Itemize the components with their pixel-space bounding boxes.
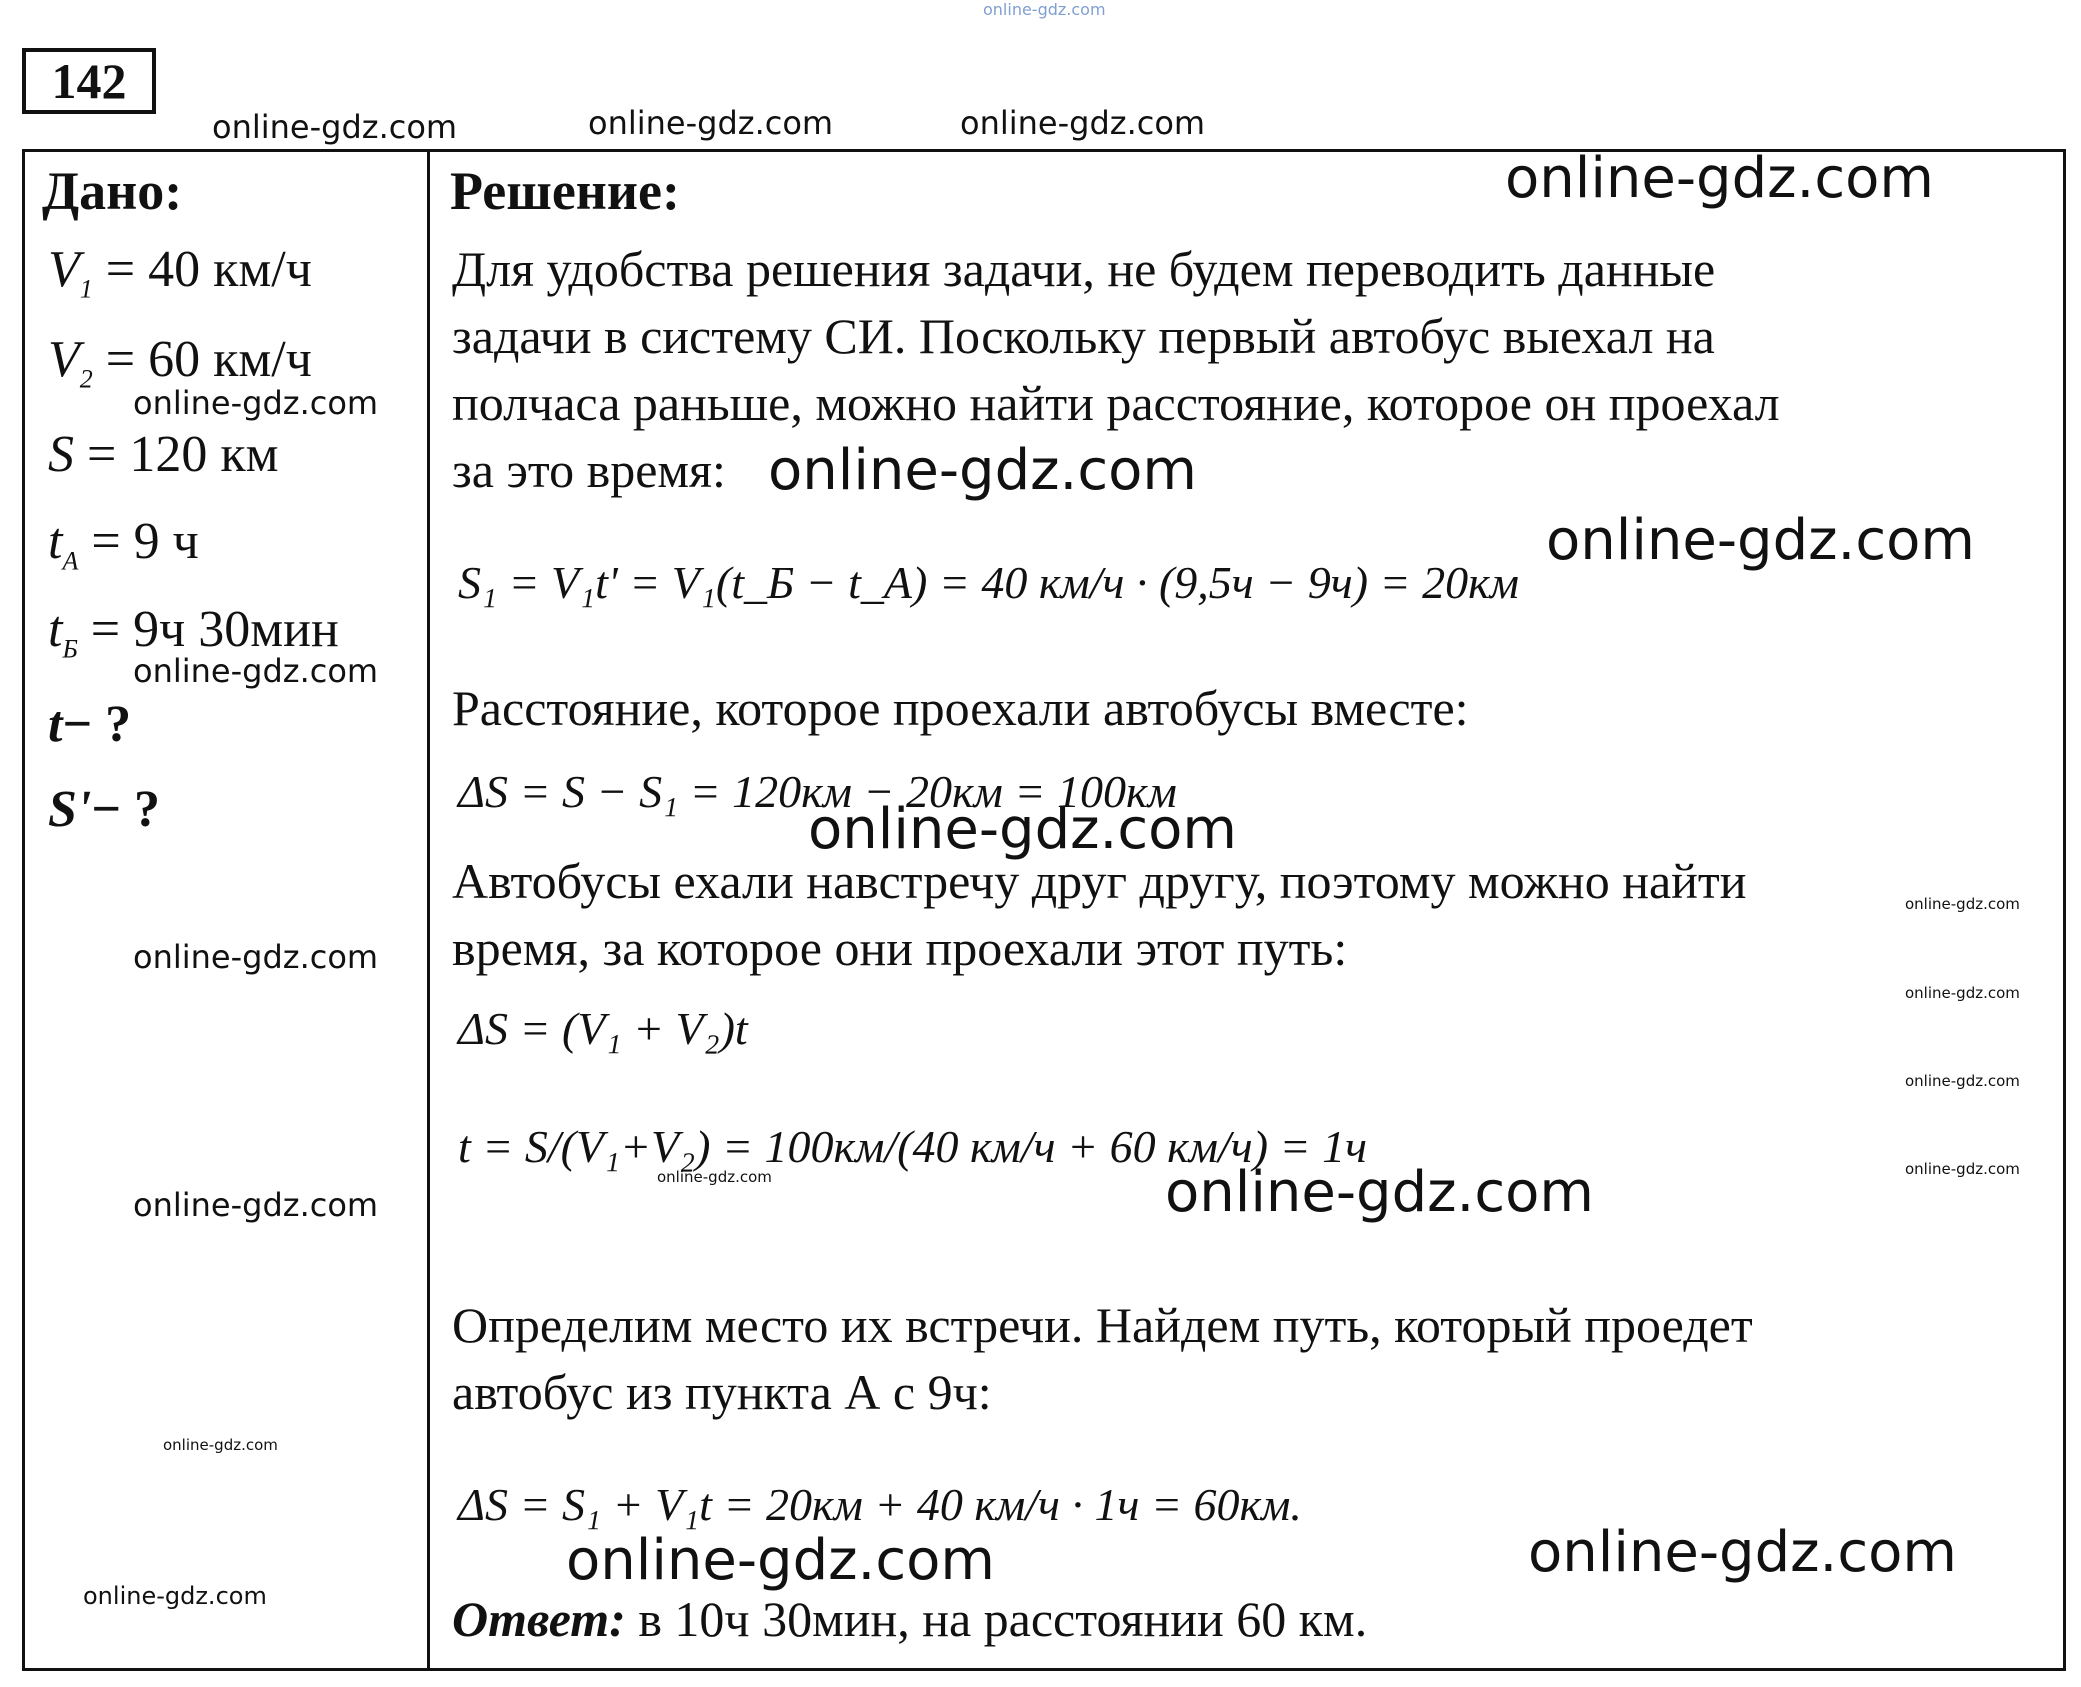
watermark: online-gdz.com (1165, 1160, 1594, 1225)
paragraph: Для удобства решения задачи, не будем переводить данные задачи в систему СИ. Поскольку первый автобус выехал на полчаса раньше, можно найти расстояние, которое он проехал за это время: (452, 241, 1780, 498)
given-item: $V_1 = 40$ км/ч (48, 241, 312, 304)
equation: ΔS = (V₁ + V₂)t (458, 1003, 748, 1054)
equation: t = S/(V₁+V₂) = 100км/(40 км/ч + 60 км/ч) = 1ч (458, 1121, 1368, 1172)
watermark: online-gdz.com (133, 384, 379, 422)
paragraph: Определим место их встречи. Найдем путь, который проедет автобус из пункта А с 9ч: (452, 1297, 1753, 1420)
watermark: online-gdz.com (983, 0, 1106, 19)
watermark: online-gdz.com (163, 1436, 278, 1454)
watermark: online-gdz.com (1905, 1160, 2020, 1178)
watermark: online-gdz.com (566, 1528, 995, 1593)
solution-title: Решение: (450, 161, 680, 221)
watermark: online-gdz.com (1905, 1072, 2020, 1090)
watermark: online-gdz.com (960, 104, 1206, 142)
watermark: online-gdz.com (1905, 984, 2020, 1002)
watermark: online-gdz.com (1528, 1520, 1957, 1585)
watermark: online-gdz.com (83, 1582, 267, 1610)
given-item: S'− ? (48, 781, 161, 838)
answer (452, 1590, 1367, 1648)
watermark: online-gdz.com (808, 797, 1237, 862)
given-item: $V_2 = 60$ км/ч (48, 331, 312, 394)
problem-number: 142 (22, 48, 156, 114)
given-item: t− ? (48, 696, 132, 753)
watermark: online-gdz.com (133, 1186, 379, 1224)
answer-label: Ответ: (452, 1591, 626, 1647)
watermark: online-gdz.com (1905, 895, 2020, 913)
given-title: Дано: (42, 161, 183, 221)
watermark: online-gdz.com (133, 652, 379, 690)
watermark: online-gdz.com (768, 438, 1197, 503)
watermark: online-gdz.com (1546, 508, 1975, 573)
answer-text: в 10ч 30мин, на расстоянии 60 км. (625, 1591, 1368, 1647)
column-divider (427, 149, 430, 1671)
equation: ΔS = S₁ + V₁t = 20км + 40 км/ч · 1ч = 60км. (458, 1479, 1302, 1530)
watermark: online-gdz.com (588, 104, 834, 142)
watermark: online-gdz.com (1505, 146, 1934, 211)
given-item: $t_Б = 9ч$ 30мин (48, 601, 339, 664)
equation: ΔS = S − S₁ = 120км − 20км = 100км (458, 766, 1177, 817)
watermark: online-gdz.com (657, 1168, 772, 1186)
given-item: S = 120 км (48, 426, 279, 483)
equation: S₁ = V₁t' = V₁(t_Б − t_А) = 40 км/ч · (9,5ч − 9ч) = 20км (458, 557, 1519, 608)
paragraph: Расстояние, которое проехали автобусы вместе: (452, 680, 1469, 736)
watermark: online-gdz.com (133, 938, 379, 976)
paragraph: Автобусы ехали навстречу друг другу, поэтому можно найти время, за которое они проехали этот путь: (452, 853, 1747, 976)
watermark: online-gdz.com (212, 108, 458, 146)
given-item: $t_А = 9$ ч (48, 513, 199, 576)
